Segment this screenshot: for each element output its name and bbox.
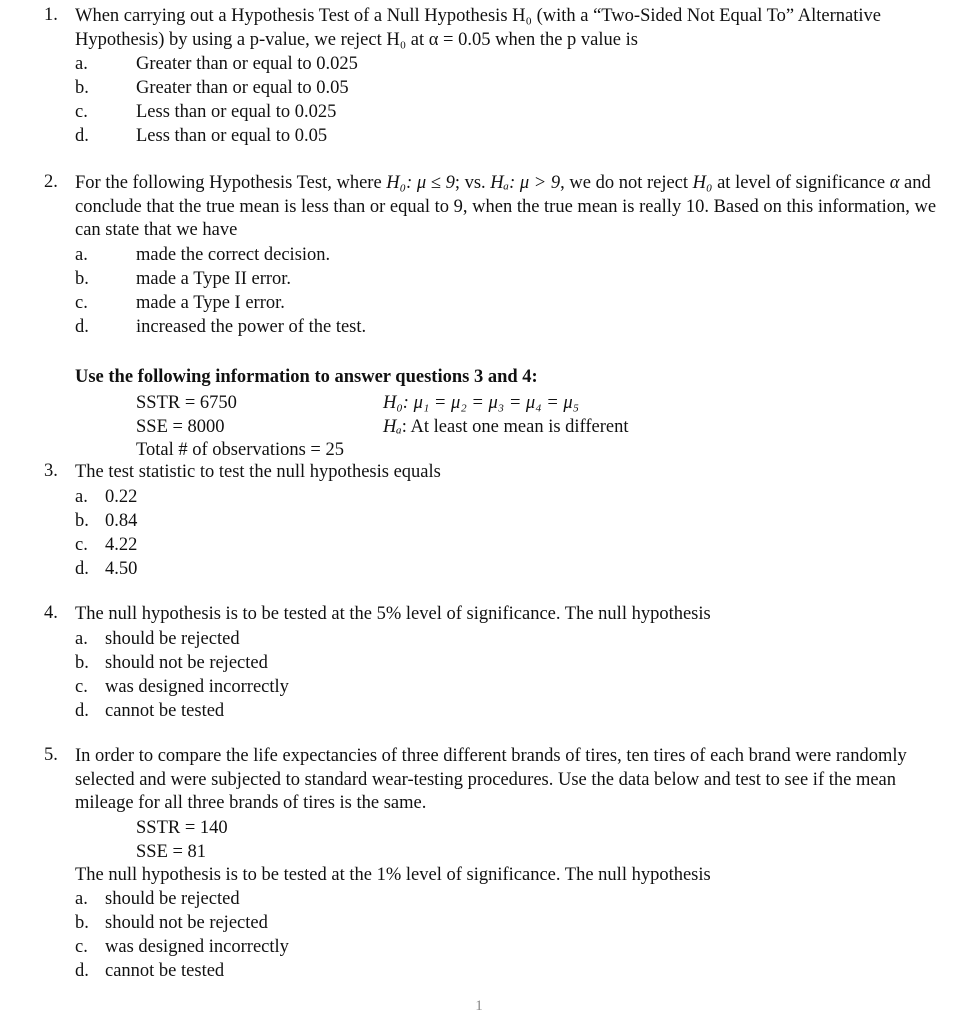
- option-text: Less than or equal to 0.05: [136, 126, 328, 146]
- option-text: cannot be tested: [105, 961, 225, 981]
- option-d[interactable]: [75, 959, 944, 983]
- question-number: 2.: [44, 172, 58, 192]
- option-c[interactable]: [75, 100, 944, 124]
- option-letter: a.: [75, 54, 88, 74]
- option-text: should be rejected: [105, 889, 240, 909]
- option-letter: a.: [75, 628, 88, 649]
- option-text: Greater than or equal to 0.025: [136, 54, 358, 74]
- option-c[interactable]: [75, 291, 944, 315]
- option-letter: d.: [75, 558, 89, 579]
- question-4: [44, 603, 944, 723]
- option-letter: a.: [75, 486, 88, 507]
- option-a[interactable]: [75, 627, 944, 651]
- option-letter: d.: [75, 316, 89, 337]
- sse-value: SSE = 81: [136, 841, 207, 862]
- option-text: 0.22: [105, 486, 138, 507]
- option-text: 0.84: [105, 510, 138, 531]
- question-text: In order to compare the life expectancies of three different brands of tires, ten tires of each brand were randomly selected and were subjected to standard wear-testing procedures. Use the data below and test to see if the mean mileage for all three brands of tires is the same.: [75, 746, 907, 813]
- option-c[interactable]: [75, 533, 944, 557]
- alternative-hypothesis: Hₐ: μ > 9: [490, 173, 561, 193]
- option-d[interactable]: [75, 557, 944, 581]
- option-text: was designed incorrectly: [105, 937, 289, 957]
- question-number: 1.: [44, 5, 58, 25]
- text-segment: ; vs.: [454, 173, 491, 193]
- option-a[interactable]: [75, 52, 944, 76]
- ha-label: Hₐ: [383, 417, 402, 437]
- page-number: 1: [475, 998, 483, 1014]
- alpha-symbol: α: [889, 173, 900, 193]
- text-segment: at level of significance: [712, 173, 890, 193]
- option-c[interactable]: [75, 675, 944, 699]
- option-d[interactable]: [75, 124, 944, 148]
- option-text: made the correct decision.: [136, 244, 331, 265]
- option-letter: c.: [75, 937, 88, 957]
- info-heading: Use the following information to answer questions 3 and 4:: [75, 367, 538, 387]
- sstr-value: SSTR = 140: [136, 817, 228, 838]
- answer-options: [75, 887, 944, 983]
- option-text: should be rejected: [105, 628, 240, 649]
- option-d[interactable]: [75, 315, 944, 339]
- answer-options: [75, 52, 944, 148]
- option-text: should not be rejected: [105, 913, 268, 933]
- question-text: The test statistic to test the null hypothesis equals: [75, 462, 441, 482]
- option-letter: b.: [75, 268, 89, 289]
- answer-options: [75, 243, 944, 339]
- option-letter: c.: [75, 102, 88, 122]
- option-letter: b.: [75, 510, 89, 531]
- text-segment: and conclude that the true mean is less than or equal to 9, when the true mean is really 10. Based on this information, we can state that we have: [75, 173, 937, 240]
- null-hypothesis-short: H₀: [692, 173, 713, 193]
- option-text: Less than or equal to 0.025: [136, 102, 337, 122]
- option-letter: d.: [75, 126, 89, 146]
- option-text: was designed incorrectly: [105, 676, 289, 697]
- option-d[interactable]: [75, 699, 944, 723]
- alternative-hypothesis: [383, 415, 629, 439]
- option-letter: b.: [75, 913, 89, 933]
- option-letter: b.: [75, 652, 89, 673]
- option-letter: d.: [75, 700, 89, 721]
- option-text: 4.22: [105, 534, 138, 555]
- text-segment: , we do not reject: [560, 173, 693, 193]
- option-a[interactable]: [75, 887, 944, 911]
- option-b[interactable]: [75, 267, 944, 291]
- option-text: 4.50: [105, 558, 138, 579]
- option-a[interactable]: [75, 485, 944, 509]
- option-text: should not be rejected: [105, 652, 268, 673]
- option-b[interactable]: [75, 911, 944, 935]
- question-text: [75, 172, 944, 243]
- question-number: 3.: [44, 461, 58, 481]
- sse-value: SSE = 8000: [136, 417, 225, 437]
- option-letter: c.: [75, 676, 88, 697]
- question-number: 4.: [44, 603, 58, 623]
- option-text: made a Type II error.: [136, 268, 292, 289]
- question-number: 5.: [44, 745, 58, 765]
- option-letter: a.: [75, 889, 88, 909]
- null-hypothesis: H₀: μ ≤ 9: [386, 173, 455, 193]
- answer-options: [75, 627, 944, 723]
- answer-options: [75, 485, 944, 581]
- option-letter: a.: [75, 244, 88, 265]
- option-b[interactable]: [75, 509, 944, 533]
- sstr-value: SSTR = 6750: [136, 393, 237, 413]
- ha-text: : At least one mean is different: [401, 417, 629, 437]
- option-b[interactable]: [75, 651, 944, 675]
- question-1: [44, 5, 944, 148]
- option-a[interactable]: [75, 243, 944, 267]
- question-2: [44, 172, 944, 339]
- option-letter: c.: [75, 534, 88, 555]
- text-segment: For the following Hypothesis Test, where: [75, 173, 387, 193]
- total-observations: Total # of observations = 25: [136, 440, 344, 460]
- option-letter: b.: [75, 78, 89, 98]
- option-c[interactable]: [75, 935, 944, 959]
- question-text: The null hypothesis is to be tested at the 5% level of significance. The null hypothesis: [75, 604, 711, 624]
- question-5: [44, 745, 944, 983]
- option-b[interactable]: [75, 76, 944, 100]
- option-text: made a Type I error.: [136, 292, 285, 313]
- question-text: When carrying out a Hypothesis Test of a Null Hypothesis H₀ (with a “Two-Sided Not Equal To” Alternative Hypothesis) by using a p-value, we reject H₀ at α = 0.05 when the p value is: [75, 6, 881, 50]
- option-letter: d.: [75, 961, 89, 981]
- option-text: cannot be tested: [105, 700, 225, 721]
- option-letter: c.: [75, 292, 88, 313]
- question-3: [44, 461, 944, 581]
- null-hypothesis: H₀: μ₁ = μ₂ = μ₃ = μ₄ = μ₅: [383, 393, 580, 413]
- option-text: Greater than or equal to 0.05: [136, 78, 349, 98]
- question-text-after: The null hypothesis is to be tested at the 1% level of significance. The null hypothesis: [75, 864, 711, 885]
- option-text: increased the power of the test.: [136, 316, 367, 337]
